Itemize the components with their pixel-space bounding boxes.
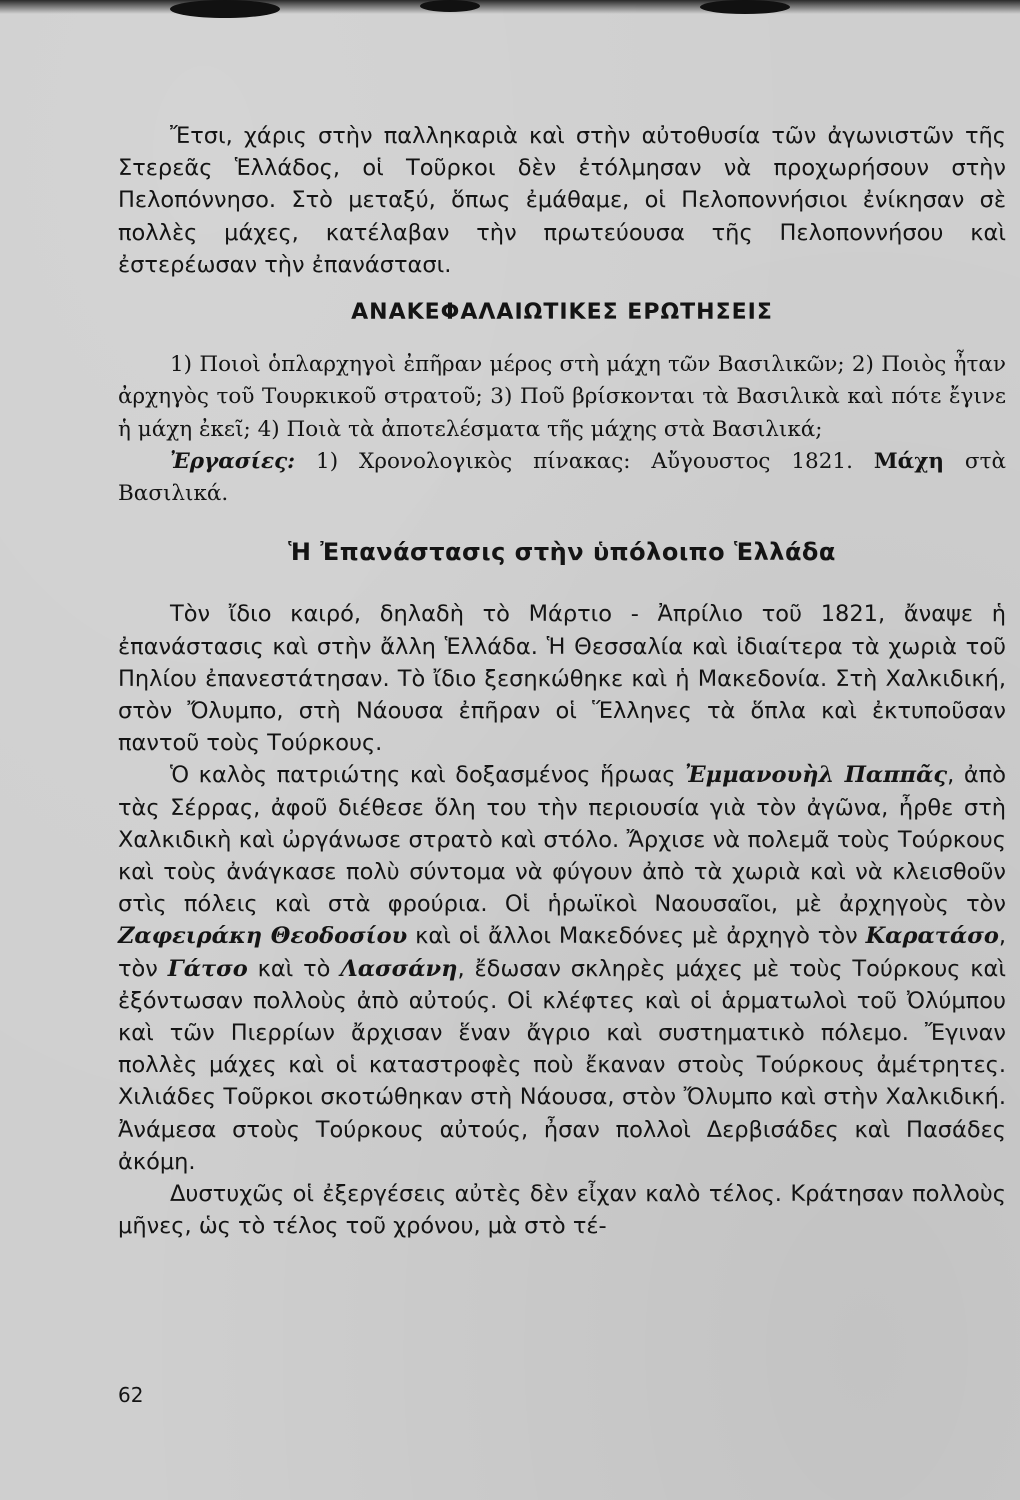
p2-text: Ὁ καλὸς πατριώτης καὶ δοξασμένος ἥρωας xyxy=(170,762,686,789)
person-name: Λασσάνη xyxy=(340,955,458,982)
intro-paragraph: Ἔτσι, χάρις στὴν παλληκαριὰ καὶ στὴν αὐτοθυσία τῶν ἀγωνιστῶν τῆς Στερεᾶς Ἑλλάδος, οἱ Τοῦρκοι δὲν ἐτόλμησαν νὰ προχωρήσουν στὴν Πελοπόννησο. Στὸ μεταξύ, ὅπως ἐμάθαμε, οἱ Πελοποννήσιοι ἐνίκησαν σὲ πολλὲς μάχες, κατέλαβαν τὴν πρωτεύουσα τῆς Πελοποννήσου καὶ ἐστερέωσαν τὴν ἐπανάστασι. xyxy=(118,123,1006,278)
p2-text: καὶ οἱ ἄλλοι Μακεδόνες μὲ ἀρχηγὸ τὸν xyxy=(407,923,866,950)
person-name: Ζαφειράκη Θεοδοσίου xyxy=(118,923,408,950)
work-text: 1) Χρονολογικὸς πίνακας: Αὔγουστος 1821. xyxy=(295,448,874,474)
section-paragraph-3: Δυστυχῶς οἱ ἐξεργέσεις αὐτὲς δὲν εἶχαν καλὸ τέλος. Κράτησαν πολλοὺς μῆνες, ὡς τὸ τέλος τοῦ χρόνου, μὰ στὸ τέ- xyxy=(118,1181,1006,1240)
review-questions-heading: ΑΝΑΚΕΦΑΛΑΙΩΤΙΚΕΣ ΕΡΩΤΗΣΕΙΣ xyxy=(351,300,773,326)
ink-blot xyxy=(170,0,280,18)
work-text-bold: Μάχη xyxy=(873,448,944,474)
work-text-end: στὰ Βασιλικά. xyxy=(118,448,1006,507)
p2-text: , ἀπὸ τὰς Σέρρας, ἀφοῦ διέθεσε ὅλη του τὴν περιουσία γιὰ τὸν ἀγῶνα, ἦρθε στὴ Χαλκιδικὴ καὶ ὠργάνωσε στρατὸ καὶ στόλο. Ἄρχισε νὰ πολεμᾶ τοὺς Τούρκους καὶ τοὺς ἀνάγκασε πολὺ σύντομα νὰ φύγουν ἀπὸ τὰ χωριὰ καὶ νὰ κλεισθοῦν στὶς πόλεις καὶ στὰ φρούρια. Οἱ ἡρωϊκοὶ Ναουσαῖοι, μὲ ἀρχηγοὺς τὸν xyxy=(118,762,1006,918)
work-label: Ἐργασίες: xyxy=(170,448,296,474)
page-content xyxy=(118,120,1006,1243)
person-name: Ἐμμανουὴλ Παππᾶς xyxy=(685,762,948,789)
p2-text: , ἔδωσαν σκληρὲς μάχες μὲ τοὺς Τούρκους καὶ ἐξόντωσαν πολλοὺς ἀπὸ αὐτούς. Οἱ κλέφτες καὶ οἱ ἁρματωλοὶ τοῦ Ὀλύμπου καὶ τῶν Πιερρίων ἄρχισαν ἕναν ἄγριο καὶ συστηματικὸ πόλεμο. Ἔγιναν πολλὲς μάχες καὶ οἱ καταστροφὲς ποὺ ἔκαναν στοὺς Τούρκους ἀμέτρητες. Χιλιάδες Τοῦρκοι σκοτώθηκαν στὴ Νάουσα, στὸν Ὄλυμπο καὶ στὴν Χαλκιδική. Ἀνάμεσα στοὺς Τούρκους αὐτούς, ἦσαν πολλοὶ Δερβισάδες καὶ Πασάδες ἀκόμη. xyxy=(118,955,1006,1175)
ink-blot xyxy=(420,0,480,12)
person-name: Καρατάσο xyxy=(865,923,999,950)
page-number: 62 xyxy=(118,1383,144,1407)
review-questions-text: 1) Ποιοὶ ὁπλαρχηγοὶ ἐπῆραν μέρος στὴ μάχη τῶν Βασιλικῶν; 2) Ποιὸς ἦταν ἀρχηγὸς τοῦ Τουρκικοῦ στρατοῦ; 3) Ποῦ βρίσκονται τὰ Βασιλικὰ καὶ πότε ἔγινε ἡ μάχη ἐκεῖ; 4) Ποιὰ τὰ ἀποτελέσματα τῆς μάχης στὰ Βασιλικά; xyxy=(118,352,1006,442)
section-paragraph-2 xyxy=(118,759,1006,1178)
ink-blot xyxy=(700,0,790,14)
section-paragraph-1: Τὸν ἴδιο καιρό, δηλαδὴ τὸ Μάρτιο - Ἀπρίλιο τοῦ 1821, ἄναψε ἡ ἐπανάστασις καὶ στὴν ἄλλη Ἑλλάδα. Ἡ Θεσσαλία καὶ ἰδιαίτερα τὰ χωριὰ τοῦ Πηλίου ἐπανεστάτησαν. Τὸ ἴδιο ξεσηκώθηκε καὶ ἡ Μακεδονία. Στὴ Χαλκιδική, στὸν Ὄλυμπο, στὴ Νάουσα ἐπῆραν οἱ Ἕλληνες τὰ ὅπλα καὶ ἐκτυποῦσαν παντοῦ τοὺς Τούρκους. xyxy=(118,601,1006,757)
person-name: Γάτσο xyxy=(167,955,248,982)
page-top-shadow xyxy=(0,0,1020,14)
work-assignment xyxy=(118,446,1006,510)
section-title: Ἡ Ἐπανάστασις στὴν ὑπόλοιπο Ἑλλάδα xyxy=(288,538,836,567)
p2-text: , τὸν xyxy=(118,923,1006,982)
p2-text: καὶ τὸ xyxy=(247,955,341,982)
